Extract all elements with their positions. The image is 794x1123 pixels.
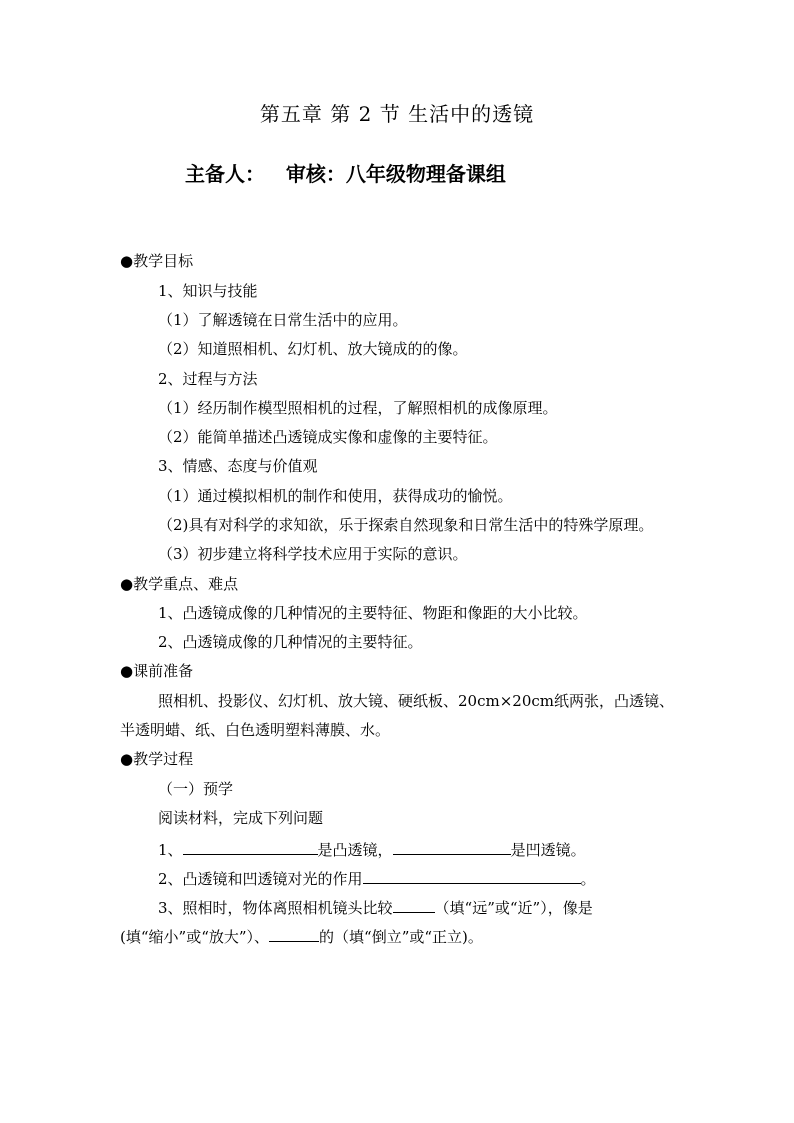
q3-text-3: (填“缩小”或“放大”）、 bbox=[120, 928, 270, 946]
q3-text-4: 的（填“倒立”或“正立)。 bbox=[319, 928, 483, 946]
reviewer-label: 审核：八年级物理备课组 bbox=[285, 162, 506, 186]
question-1 bbox=[158, 838, 586, 860]
q1-blank-2[interactable] bbox=[393, 838, 511, 855]
goal-emotion-1: （1）通过模拟相机的制作和使用，获得成功的愉悦。 bbox=[158, 487, 513, 505]
goal-process-2: （2）能简单描述凸透镜成实像和虚像的主要特征。 bbox=[158, 428, 498, 446]
q1-text-1: 是凸透镜， bbox=[317, 841, 393, 859]
question-3-line-2 bbox=[120, 925, 483, 947]
goal-knowledge-1: （1）了解透镜在日常生活中的应用。 bbox=[158, 311, 408, 329]
q2-blank[interactable] bbox=[363, 867, 581, 884]
q3-blank-1[interactable] bbox=[393, 896, 435, 913]
q2-text: 2、凸透镜和凹透镜对光的作用 bbox=[158, 870, 363, 888]
goal-emotion-2: （2)具有对科学的求知欲，乐于探索自然现象和日常生活中的特殊学原理。 bbox=[158, 516, 654, 534]
section-heading-prep: ●课前准备 bbox=[120, 662, 194, 680]
q1-text-2: 是凹透镜。 bbox=[510, 841, 586, 859]
prep-line-2: 半透明蜡、纸、白色透明塑料薄膜、水。 bbox=[120, 721, 391, 739]
key-item-2: 2、凸透镜成像的几种情况的主要特征。 bbox=[158, 633, 423, 651]
process-subsection: （一）预学 bbox=[158, 780, 234, 798]
process-intro: 阅读材料，完成下列问题 bbox=[158, 809, 324, 827]
goal-emotion-title: 3、情感、态度与价值观 bbox=[158, 457, 318, 475]
q3-text-1: 3、照相时，物体离照相机镜头比较 bbox=[158, 899, 393, 917]
question-3-line-1 bbox=[158, 896, 593, 918]
page-title: 第五章 第 2 节 生活中的透镜 bbox=[259, 102, 535, 126]
preparer-label: 主备人： bbox=[185, 162, 286, 186]
goal-emotion-3: （3）初步建立将科学技术应用于实际的意识。 bbox=[158, 545, 468, 563]
goal-process-title: 2、过程与方法 bbox=[158, 370, 258, 388]
section-heading-goals: ●教学目标 bbox=[120, 252, 194, 270]
question-2 bbox=[158, 867, 596, 889]
q2-end: 。 bbox=[580, 870, 596, 888]
section-heading-process: ●教学过程 bbox=[120, 750, 194, 768]
page-subtitle bbox=[185, 158, 506, 187]
prep-line-1: 照相机、投影仪、幻灯机、放大镜、硬纸板、20cm×20cm纸两张，凸透镜、 bbox=[158, 692, 674, 710]
q3-blank-2[interactable] bbox=[269, 925, 319, 942]
goal-knowledge-2: （2）知道照相机、幻灯机、放大镜成的的像。 bbox=[158, 340, 468, 358]
q3-text-2: （填“远”或“近”），像是 bbox=[434, 899, 593, 917]
section-heading-key: ●教学重点、难点 bbox=[120, 575, 239, 593]
q1-blank-1[interactable] bbox=[183, 838, 318, 855]
key-item-1: 1、凸透镜成像的几种情况的主要特征、物距和像距的大小比较。 bbox=[158, 604, 588, 622]
goal-process-1: （1）经历制作模型照相机的过程，了解照相机的成像原理。 bbox=[158, 399, 558, 417]
goal-knowledge-title: 1、知识与技能 bbox=[158, 282, 258, 300]
q1-number: 1、 bbox=[158, 841, 183, 859]
